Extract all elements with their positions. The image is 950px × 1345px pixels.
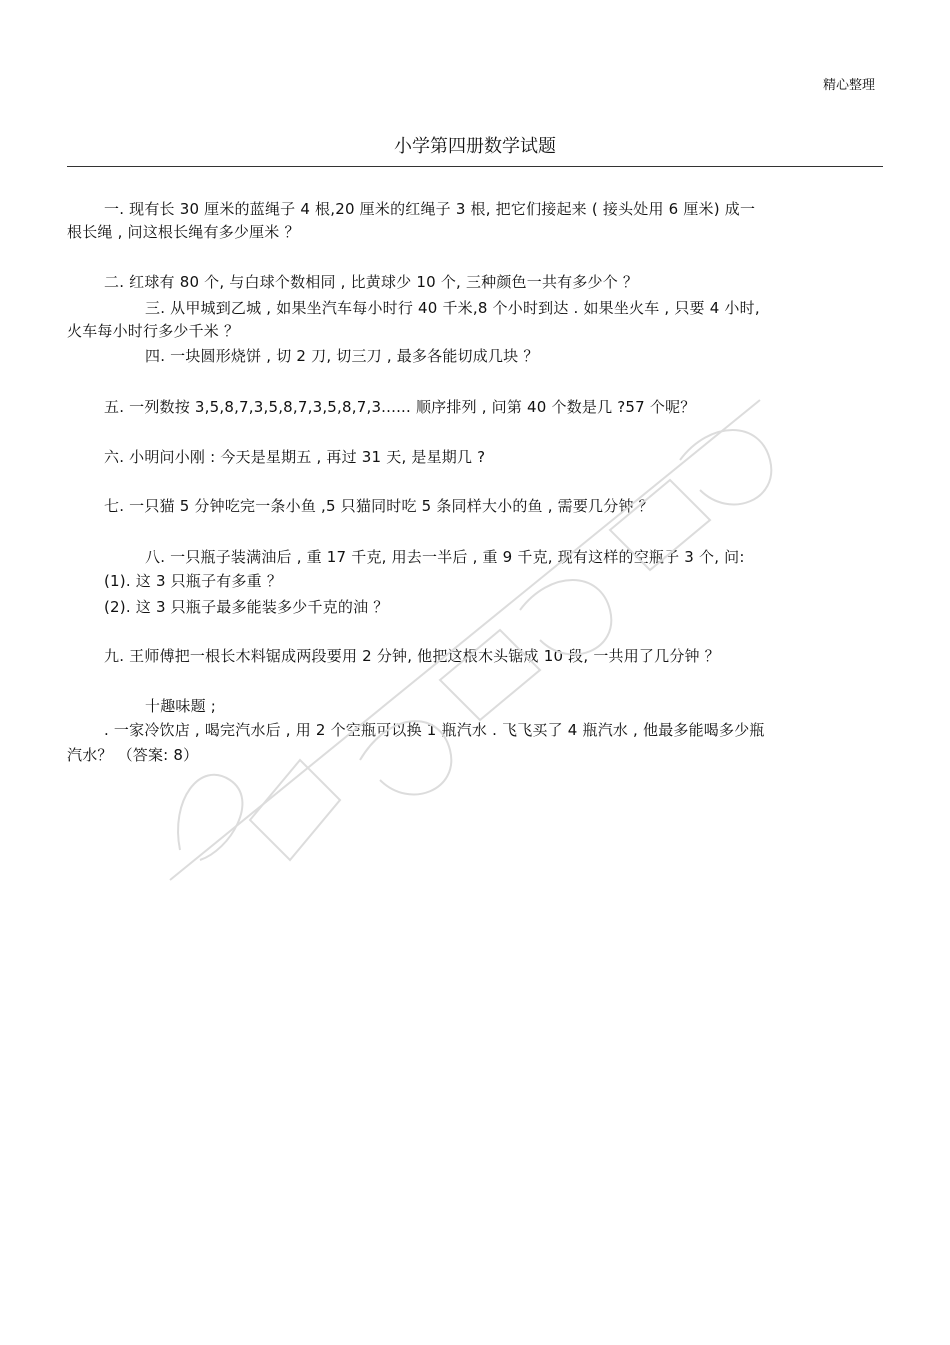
question-1-line-1: 一. 现有长 30 厘米的蓝绳子 4 根,20 厘米的红绳子 3 根, 把它们接起来 ( 接头处用 6 厘米) 成一	[104, 200, 756, 218]
watermark	[140, 380, 800, 900]
question-3-line-1: 三. 从甲城到乙城 , 如果坐汽车每小时行 40 千米,8 个小时到达 . 如果坐火车 , 只要 4 小时,	[145, 299, 760, 317]
question-9: 九. 王师傅把一根长木料锯成两段要用 2 分钟, 他把这根木头锯成 10 段, 一共用了几分钟 ？	[104, 647, 720, 665]
page-title: 小学第四册数学试题	[394, 136, 556, 157]
question-4: 四. 一块圆形烧饼 , 切 2 刀, 切三刀 , 最多各能切成几块 ？	[145, 347, 539, 365]
question-7: 七. 一只猫 5 分钟吃完一条小鱼 ,5 只猫同时吃 5 条同样大小的鱼 , 需要几分钟 ？	[104, 497, 654, 515]
question-5: 五. 一列数按 3,5,8,7,3,5,8,7,3,5,8,7,3...... 顺序排列 , 问第 40 个数是几 ?57 个呢？	[104, 398, 696, 416]
question-10-line-2: 汽水？ （答案: 8）	[67, 746, 199, 764]
question-6: 六. 小明问小刚 : 今天是星期五 , 再过 31 天, 是星期几 ?	[104, 448, 486, 466]
question-8-item-1: (1). 这 3 只瓶子有多重 ？	[104, 572, 283, 590]
question-1-line-2: 根长绳 , 问这根长绳有多少厘米 ？	[67, 223, 300, 241]
question-10-heading: 十趣味题 ;	[145, 697, 217, 715]
question-10-line-1: . 一家冷饮店 , 喝完汽水后 , 用 2 个空瓶可以换 1 瓶汽水 . 飞飞买了 4 瓶汽水 , 他最多能喝多少瓶	[104, 721, 765, 739]
title-divider	[67, 166, 883, 167]
question-8-line-1: 八. 一只瓶子装满油后 , 重 17 千克, 用去一半后 , 重 9 千克, 现有这样的空瓶子 3 个, 问:	[145, 548, 745, 566]
question-8-item-2: (2). 这 3 只瓶子最多能装多少千克的油 ？	[104, 598, 389, 616]
header-note: 精心整理	[822, 78, 875, 93]
question-2: 二. 红球有 80 个, 与白球个数相同 , 比黄球少 10 个, 三种颜色一共有多少个 ？	[104, 273, 639, 291]
question-3-line-2: 火车每小时行多少千米 ？	[67, 322, 240, 340]
